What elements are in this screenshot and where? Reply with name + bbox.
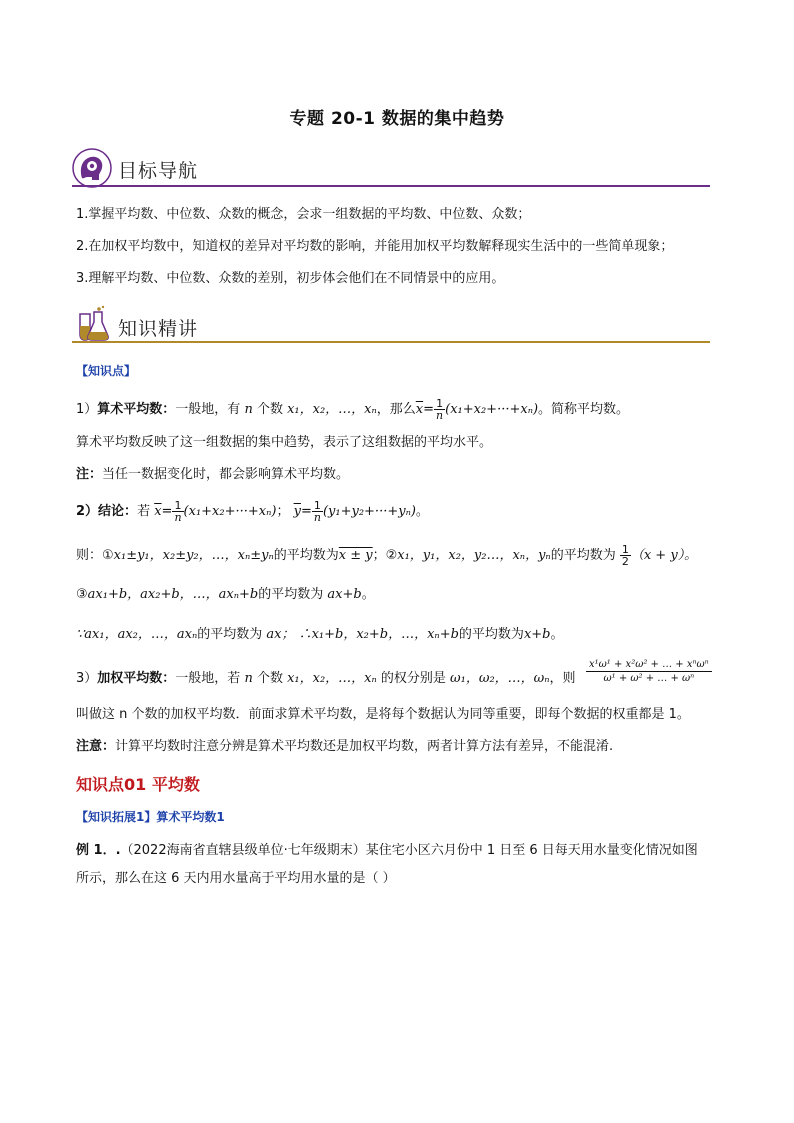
paragraph-prefix: 1）	[76, 402, 98, 417]
fraction	[620, 544, 631, 567]
text: 的平均数为	[458, 627, 524, 642]
weighted-mean-formula	[586, 658, 712, 685]
text: 。	[550, 627, 564, 642]
math: n	[244, 671, 253, 686]
text: ；	[276, 504, 290, 519]
brain-gear-icon	[72, 148, 112, 188]
math: ω₁，ω₂，…，ωₙ	[450, 671, 550, 686]
denominator: 2	[621, 555, 629, 568]
paragraph-prefix: 3）	[76, 671, 98, 686]
math: (x₁+x₂+···+xₙ)	[445, 402, 539, 417]
lab-flask-icon	[72, 304, 112, 344]
math: （x + y）。	[630, 548, 698, 563]
text: 的权分别是	[376, 671, 451, 686]
math: x₁±y₁，x₂±y₂，…，xₙ±yₙ	[113, 548, 274, 563]
math: $\overline{y}$	[293, 504, 301, 519]
text: 的平均数为	[197, 627, 267, 642]
denominator: n	[436, 409, 444, 422]
text: ；②	[372, 548, 398, 563]
paragraph	[76, 586, 375, 604]
knowledge-point-heading: 知识点01 平均数	[76, 775, 200, 794]
math: x₁，x₂，…，xₙ	[287, 671, 377, 686]
denominator: ω¹ + ω² + … + ωⁿ	[603, 673, 695, 684]
term: 加权平均数：	[97, 671, 176, 686]
text: 。简称平均数。	[538, 402, 630, 417]
goal-item: 1.掌握平均数、中位数、众数的概念，会求一组数据的平均数、中位数、众数；	[76, 207, 531, 222]
section-title-goals: 目标导航	[118, 160, 199, 182]
paragraph: 算术平均数反映了这一组数据的集中趋势，表示了这组数据的平均水平。	[76, 435, 493, 450]
math: n	[244, 402, 253, 417]
paragraph-prefix: 2）	[76, 504, 99, 519]
paragraph-arithmetic-mean	[76, 398, 629, 421]
knowledge-tag: 【知识点】	[76, 364, 137, 378]
note-text: 计算平均数时注意分辨是算术平均数还是加权平均数，两者计算方法有差异，不能混淆.	[115, 739, 614, 754]
example-text: （2022海南省直辖县级单位·七年级期末）某住宅小区六月份中 1 日至 6 日每天用水量变化情况如图	[120, 843, 698, 858]
math: x+b	[523, 627, 551, 642]
example-line: 所示，那么在这 6 天内用水量高于平均用水量的是（ ）	[76, 871, 396, 886]
note	[76, 738, 613, 756]
text: ③	[76, 587, 88, 602]
text: 一般地，若	[175, 671, 245, 686]
denominator: n	[313, 511, 321, 524]
text: 个数	[252, 671, 288, 686]
text: 。	[361, 587, 375, 602]
paragraph-weighted-mean	[76, 670, 576, 688]
math: ； ∴x₁+b，x₂+b，…，xₙ+b	[281, 627, 459, 642]
text: 的平均数为	[550, 548, 616, 563]
math: ∵ax₁，ax₂，…，axₙ	[76, 627, 198, 642]
fraction	[434, 398, 445, 421]
paragraph	[76, 626, 564, 644]
math: (x₁+x₂+···+xₙ)	[183, 504, 277, 519]
math: $\overline{x}$	[154, 504, 162, 519]
denominator: n	[174, 511, 182, 524]
math: x₁，x₂，…，xₙ	[287, 402, 377, 417]
numerator: 1	[172, 500, 183, 512]
text: 若	[137, 504, 155, 519]
math: x₁，y₁，x₂，y₂…，xₙ，yₙ	[397, 548, 551, 563]
math: ax₁+b，ax₂+b，…，axₙ+b	[87, 587, 259, 602]
note-text: 当任一数据变化时，都会影响算术平均数。	[102, 467, 350, 482]
term: 结论：	[98, 504, 138, 519]
fraction	[172, 500, 183, 523]
math: x ± y	[338, 548, 373, 563]
numerator: 1	[621, 543, 629, 556]
example-line	[76, 842, 698, 860]
text: =	[423, 402, 435, 417]
fraction	[312, 500, 323, 523]
text: 的平均数为	[273, 548, 339, 563]
goal-item: 2.在加权平均数中，知道权的差异对平均数的影响，并能用加权平均数解释现实生活中的一些简单现象；	[76, 239, 674, 254]
paragraph-conclusion: 2）结论：若 $\overline{x}=$ $\frac{1}{n}$ (x₁+x₂+···+xₙ)； $\overline{y}=$ $\frac{1}{n}$ (y₁+y₂+···+yₙ)。	[76, 499, 429, 524]
text: ，则	[549, 671, 576, 686]
text: 则：①	[76, 548, 114, 563]
page-title: 专题 20-1 数据的集中趋势	[289, 109, 505, 129]
text: 一般地，有	[175, 402, 245, 417]
note-label: 注意：	[76, 739, 116, 754]
math: (y₁+y₂+···+yₙ)	[322, 504, 416, 519]
numerator: 1	[312, 500, 323, 512]
paragraph	[76, 544, 697, 567]
text: ，那么	[376, 402, 416, 417]
note-label: 注：	[76, 467, 103, 482]
section-divider	[72, 341, 710, 343]
text: 的平均数为	[258, 587, 328, 602]
math: ax+b	[327, 587, 362, 602]
example-label: 例 1．.	[76, 843, 121, 858]
text: 个数	[252, 402, 288, 417]
text: 。	[415, 504, 429, 519]
section-title-knowledge: 知识精讲	[118, 318, 199, 340]
paragraph: 叫做这 n 个数的加权平均数．前面求算术平均数，是将每个数据认为同等重要，即每个数据的权重都是 1。	[76, 707, 690, 722]
math: $\overline{x}$	[415, 402, 424, 417]
numerator: 1	[434, 398, 445, 410]
math: ax	[266, 627, 282, 642]
section-divider	[72, 185, 710, 187]
numerator: x¹ω¹ + x²ω² + … + xⁿωⁿ	[586, 658, 712, 672]
goal-item: 3.理解平均数、中位数、众数的差别，初步体会他们在不同情景中的应用。	[76, 271, 505, 286]
extension-heading	[76, 808, 225, 825]
fraction	[586, 658, 712, 685]
extension-title: 算术平均数1	[156, 810, 225, 824]
term: 算术平均数：	[97, 402, 176, 417]
note	[76, 466, 349, 484]
extension-tag: 【知识拓展1】	[76, 810, 157, 824]
